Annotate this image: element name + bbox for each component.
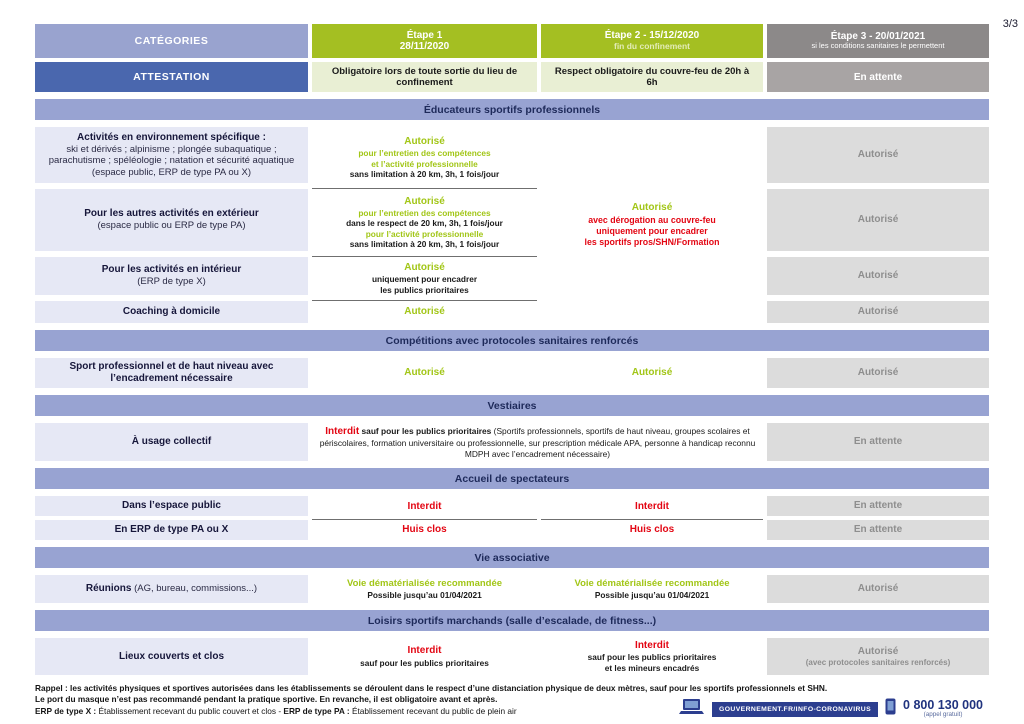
detail-text: Possible jusqu’au 01/04/2021 <box>594 589 710 600</box>
phone-icon <box>885 698 896 720</box>
attestation-etape3: En attente <box>767 62 989 92</box>
row-label-erp-pa-x <box>35 520 308 540</box>
section-loisirs <box>35 638 989 675</box>
detail-text: uniquement pour encadrer <box>596 225 708 236</box>
etape3-title: Étape 3 - 20/01/2021 <box>830 30 926 42</box>
etape2-subtitle: fin du confinement <box>613 40 691 51</box>
detail-text: sauf pour les publics prioritaires <box>587 652 717 663</box>
section-vie-associative <box>35 575 989 603</box>
erp-pa-definition: Établissement recevant du public de plein air <box>349 705 517 716</box>
section-educateurs <box>35 127 989 323</box>
government-website-badge: GOUVERNEMENT.FR/INFO-CORONAVIRUS <box>712 702 878 717</box>
status-text: Interdit <box>635 501 669 513</box>
government-contact-block <box>678 698 983 720</box>
status-text: Interdit <box>407 501 442 513</box>
status-text: Autorisé <box>857 645 899 657</box>
row-label-text: ski et dérivés ; alpinisme ; plongée subaquatique ; parachutisme ; spéléologie ; natation et sécurité aquatique (espace public, ERP de type PA ou X) <box>48 143 295 178</box>
categories-header: CATÉGORIES <box>35 24 308 58</box>
footer-reminder-line1: Rappel : les activités physiques et sportives autorisées dans les établissements se déroulent dans le respect d’une distanciation physique de deux mètres, sauf pour les sportifs professionnels et SHN. <box>35 683 828 693</box>
row-label-text: (espace public ou ERP de type PA) <box>97 220 246 232</box>
cell-etape1-coaching <box>312 301 537 323</box>
cell-etape3-reunions: Autorisé <box>767 575 989 603</box>
row-label-bold: Pour les activités en intérieur <box>101 264 242 276</box>
status-text: Autorisé <box>631 366 673 378</box>
cell-etape12-vestiaires-merged <box>312 423 763 461</box>
detail-bold-text: sauf pour les publics prioritaires <box>359 425 494 436</box>
detail-text: pour l’entretien des compétences <box>358 208 491 219</box>
row-label-autres-activites-exterieur <box>35 189 308 251</box>
erp-x-definition: Établissement recevant du public couvert et clos - <box>96 705 284 716</box>
status-text: Autorisé <box>404 195 445 207</box>
cell-etape2-sport-pro <box>541 358 763 388</box>
row-label-bold: Dans l’espace public <box>122 500 221 511</box>
cell-etape2-erp <box>541 520 763 540</box>
attestation-etape1: Obligatoire lors de toute sortie du lieu de confinement <box>312 62 537 92</box>
detail-text: pour l’entretien des compétences <box>358 148 491 159</box>
etape3-header <box>767 24 989 58</box>
detail-text: avec dérogation au couvre-feu <box>588 214 716 225</box>
etape2-header <box>541 24 763 58</box>
row-label-bold: Pour les autres activités en extérieur <box>84 208 259 220</box>
cell-etape3-lieux-couverts <box>767 638 989 675</box>
page-number: 3/3 <box>1002 18 1018 30</box>
attestation-etape2: Respect obligatoire du couvre-feu de 20h à 6h <box>541 62 763 92</box>
section-vestiaires <box>35 423 989 461</box>
cell-etape3-espace-public: En attente <box>767 496 989 516</box>
section-title-vestiaires: Vestiaires <box>35 395 989 416</box>
detail-text: les sportifs pros/SHN/Formation <box>584 236 720 247</box>
row-label-bold: Réunions <box>85 583 132 594</box>
detail-text: sauf pour les publics prioritaires <box>360 657 489 668</box>
section-spectateurs <box>35 496 989 540</box>
etape1-header <box>312 24 537 58</box>
detail-text: pour l’activité professionnelle <box>365 228 484 239</box>
phone-number: 0 800 130 000 <box>903 697 983 712</box>
status-text: Interdit <box>635 639 669 651</box>
footer-reminder-line2: Le port du masque n’est pas recommandé pendant la pratique sportive. En revanche, il est obligatoire avant et après. <box>35 694 498 705</box>
row-label-environnement-specifique <box>35 127 308 183</box>
row-label-bold: Lieux couverts et clos <box>118 650 225 662</box>
cell-etape1-sport-pro <box>312 358 537 388</box>
status-text: Autorisé <box>404 135 445 147</box>
row-label-bold: À usage collectif <box>131 436 212 447</box>
row-label-usage-collectif <box>35 423 308 461</box>
cell-etape3-exterieur: Autorisé <box>767 189 989 251</box>
status-text: Autorisé <box>631 202 673 214</box>
etape1-date: 28/11/2020 <box>399 41 450 52</box>
phone-number-caption: (appel gratuit) <box>923 711 963 719</box>
status-text: Voie dématérialisée recommandée <box>346 577 503 589</box>
status-text: Huis clos <box>402 523 447 535</box>
row-label-activites-interieur <box>35 257 308 295</box>
detail-text: les publics prioritaires <box>380 284 469 295</box>
section-title-vie-associative: Vie associative <box>35 547 989 568</box>
cell-etape1-lieux-couverts <box>312 638 537 675</box>
row-label-coaching-domicile <box>35 301 308 323</box>
cell-etape3-vestiaires: En attente <box>767 423 989 461</box>
status-text: Huis clos <box>629 523 675 535</box>
status-text: Interdit <box>407 645 442 657</box>
cell-etape1-reunions <box>312 575 537 603</box>
section-title-competitions: Compétitions avec protocoles sanitaires renforcés <box>35 330 989 351</box>
attestation-label: ATTESTATION <box>35 62 308 92</box>
detail-text: et les mineurs encadrés <box>604 662 700 673</box>
detail-text: Possible jusqu’au 01/04/2021 <box>367 589 482 600</box>
attestation-row <box>35 62 989 92</box>
cell-etape1-exterieur <box>312 189 537 257</box>
detail-text: (Sportifs professionnels, sportifs de haut niveau, groupes scolaires et périscolaires, formation universitaire ou professionnelle, sur prescription médicale APA, personne à handicap reconnu MDPH avec l’encadrement nécessaire) <box>319 425 756 459</box>
laptop-icon <box>678 698 705 720</box>
row-label-espace-public <box>35 496 308 516</box>
cell-etape3-coaching: Autorisé <box>767 301 989 323</box>
row-label-bold: Activités en environnement spécifique : <box>77 131 266 143</box>
etape2-title: Étape 2 - 15/12/2020 <box>604 30 700 42</box>
cell-etape3-environnement: Autorisé <box>767 127 989 183</box>
cell-etape3-sport-pro: Autorisé <box>767 358 989 388</box>
detail-text: sans limitation à 20 km, 3h, 1 fois/jour <box>349 168 500 179</box>
status-text: Interdit <box>325 425 360 437</box>
row-label-sport-professionnel <box>35 358 308 388</box>
section-title-educateurs: Éducateurs sportifs professionnels <box>35 99 989 120</box>
row-label-reunions <box>35 575 308 603</box>
section-title-loisirs: Loisirs sportifs marchands (salle d’escalade, de fitness...) <box>35 610 989 631</box>
status-text: Voie dématérialisée recommandée <box>574 577 730 589</box>
row-label-text: (ERP de type X) <box>137 276 206 288</box>
cell-etape2-espace-public <box>541 496 763 520</box>
detail-text: (avec protocoles sanitaires renforcés) <box>805 657 951 667</box>
row-label-bold: Sport professionnel et de haut niveau avec l’encadrement nécessaire <box>69 361 274 384</box>
etape3-subtitle: si les conditions sanitaires le permettent <box>811 41 945 51</box>
detail-text: dans le respect de 20 km, 3h, 1 fois/jour <box>346 218 503 229</box>
cell-etape1-erp <box>312 520 537 540</box>
detail-text: sans limitation à 20 km, 3h, 1 fois/jour <box>349 239 500 250</box>
cell-etape2-lieux-couverts <box>541 638 763 675</box>
row-label-text: (AG, bureau, commissions...) <box>131 583 258 594</box>
row-label-bold: Coaching à domicile <box>122 306 221 317</box>
section-title-spectateurs: Accueil de spectateurs <box>35 468 989 489</box>
status-text: Autorisé <box>404 261 445 273</box>
detail-text: et l’activité professionnelle <box>371 158 478 169</box>
row-label-bold: En ERP de type PA ou X <box>114 524 229 535</box>
etape1-title: Étape 1 <box>406 29 443 41</box>
column-header-row <box>35 24 989 58</box>
footer <box>35 683 989 717</box>
status-text: Autorisé <box>404 366 445 378</box>
row-label-lieux-couverts <box>35 638 308 675</box>
cell-etape1-environnement <box>312 127 537 189</box>
cell-etape2-educateurs-merged <box>541 127 763 323</box>
erp-pa-label: ERP de type PA : <box>283 705 350 716</box>
section-competitions <box>35 358 989 388</box>
status-text: Autorisé <box>404 305 445 317</box>
cell-etape1-espace-public <box>312 496 537 520</box>
cell-etape1-interieur <box>312 257 537 301</box>
cell-etape3-erp: En attente <box>767 520 989 540</box>
cell-etape2-reunions <box>541 575 763 603</box>
phone-number-block <box>903 699 983 720</box>
erp-x-label: ERP de type X : <box>35 705 97 716</box>
detail-text: uniquement pour encadrer <box>371 274 478 285</box>
cell-etape3-interieur: Autorisé <box>767 257 989 295</box>
